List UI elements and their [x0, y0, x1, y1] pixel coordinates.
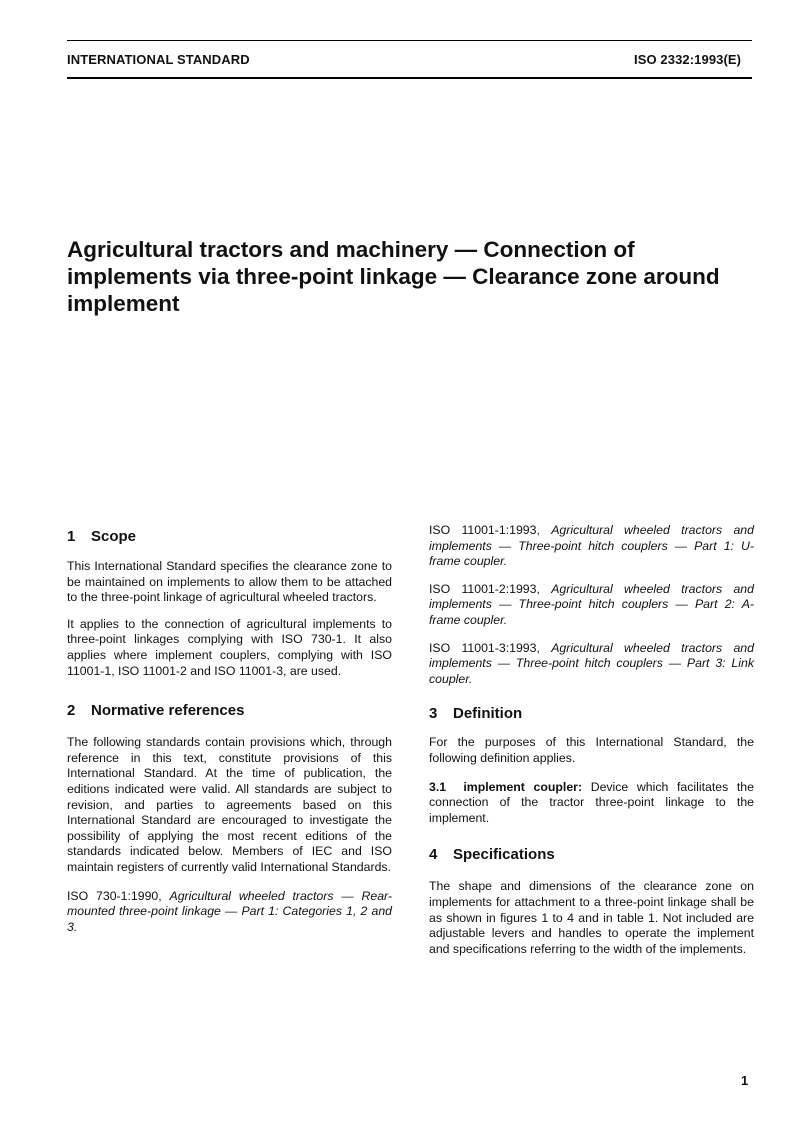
definition-paragraph: For the purposes of this International Standard, the following definition applies.	[429, 735, 754, 765]
right-column	[429, 523, 754, 957]
reference-item: ISO 11001-3:1993, Agricultural wheeled tractors and implements — Three-point hitch couplers — Part 3: Link coupler.	[429, 640, 754, 686]
top-rule	[67, 40, 752, 41]
document-title: Agricultural tractors and machinery — Connection of implements via three-point linkage — Clearance zone around implement	[67, 237, 720, 316]
scope-paragraph-1: This International Standard specifies the clearance zone to be maintained on implements to allow them to be attached to the three-point linkage of agricultural wheeled tractors.	[67, 559, 392, 605]
header-right: ISO 2332:1993(E)	[634, 52, 742, 67]
scope-paragraph-2: It applies to the connection of agricultural implements to three-point linkages complying with ISO 730-1. It also applies where implement couplers, complying with ISO 11001-1, ISO 11001-2 and ISO 11001-3, are used.	[67, 616, 392, 678]
header-left: INTERNATIONAL STANDARD	[67, 52, 250, 67]
specifications-paragraph: The shape and dimensions of the clearance zone on implements for attachment to a three-point linkage shall be as shown in figures 1 to 4 and in table 1. Not included are adjustable levers and handles to operate the implement and specifications referring to the width of the implements.	[429, 879, 754, 956]
header-rule	[67, 77, 752, 79]
reference-item: ISO 730-1:1990, Agricultural wheeled tractors — Rear-mounted three-point linkage — Part 1: Categories 1, 2 and 3.	[67, 888, 392, 934]
definition-term: 3.1 implement coupler: Device which facilitates the connection of the tractor three-point linkage to the implement.	[429, 779, 754, 825]
definition-heading: 3 Definition	[429, 705, 523, 723]
specifications-heading: 4 Specifications	[429, 846, 555, 864]
scope-heading: 1 Scope	[67, 528, 137, 545]
reference-item: ISO 11001-1:1993, Agricultural wheeled tractors and implements — Three-point hitch couplers — Part 1: U-frame coupler.	[429, 523, 754, 569]
normative-paragraph: The following standards contain provisions which, through reference in this text, constitute provisions of this International Standard. At the time of publication, the editions indicated were valid. All standards are subject to revision, and parties to agreements based on this International Standard are encouraged to investigate the possibility of applying the most recent editions of the standards indicated below. Members of IEC and ISO maintain registers of currently valid International Standards.	[67, 735, 392, 874]
left-column	[67, 528, 392, 935]
reference-item: ISO 11001-2:1993, Agricultural wheeled tractors and implements — Three-point hitch couplers — Part 2: A-frame coupler.	[429, 581, 754, 627]
normative-heading: 2 Normative references	[67, 702, 245, 720]
page-number: 1	[741, 1073, 749, 1088]
